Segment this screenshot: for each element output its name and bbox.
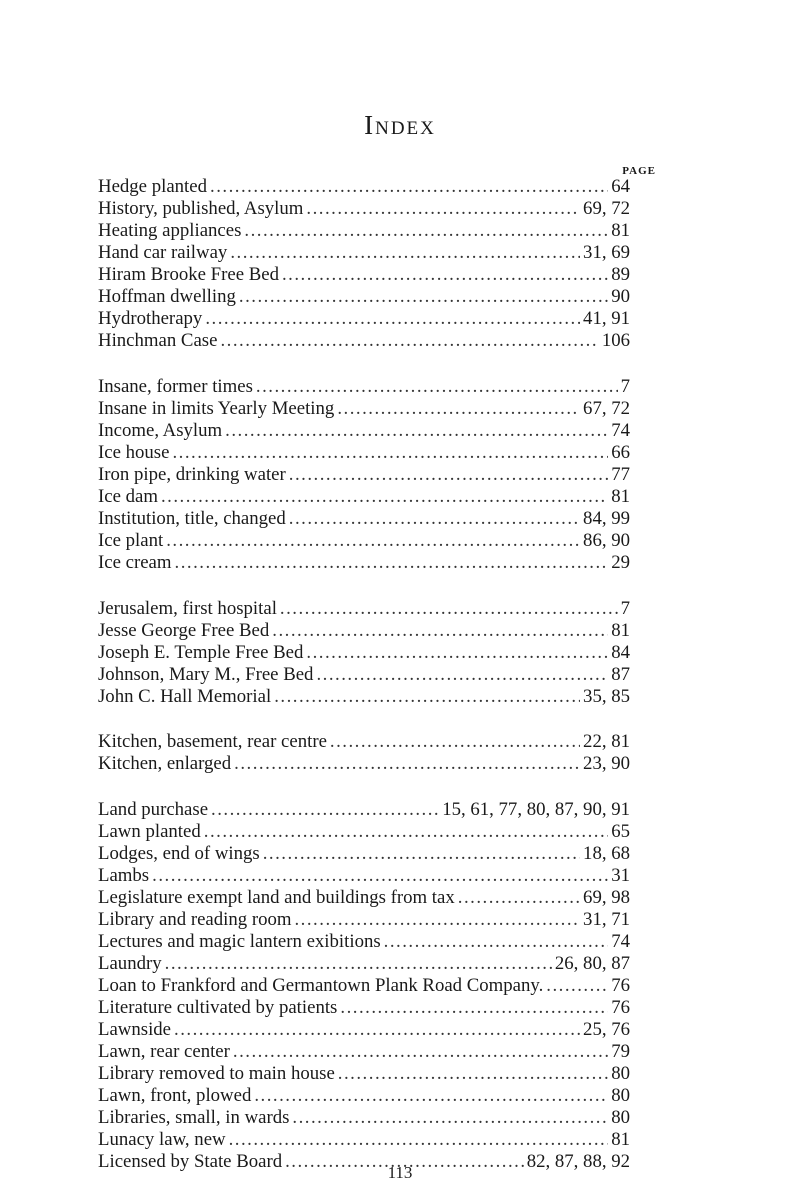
dot-leader xyxy=(458,887,580,909)
entry-pages: 81 xyxy=(611,220,630,242)
dot-leader xyxy=(230,242,580,264)
index-group xyxy=(98,731,630,775)
index-entry xyxy=(98,953,630,975)
dot-leader xyxy=(220,330,598,352)
entry-term: History, published, Asylum xyxy=(98,198,304,220)
entry-pages: 81 xyxy=(611,1129,630,1151)
entry-pages: 25, 76 xyxy=(583,1019,630,1041)
index-entry xyxy=(98,198,630,220)
entry-pages: 26, 80, 87 xyxy=(554,953,630,975)
entry-term: Ice cream xyxy=(98,552,172,574)
dot-leader xyxy=(289,464,608,486)
entry-term: Ice house xyxy=(98,441,170,463)
entry-term: John C. Hall Memorial xyxy=(98,685,272,707)
entry-term: Hiram Brooke Free Bed xyxy=(98,264,279,286)
entry-term: Insane, former times xyxy=(98,375,253,397)
index-entry xyxy=(98,442,630,464)
entry-term: Hydrotherapy xyxy=(98,308,203,330)
entry-pages: 35, 85 xyxy=(583,685,630,707)
entry-pages: 89 xyxy=(611,264,630,286)
entry-term: Lectures and magic lantern exibitions xyxy=(98,930,381,952)
index-entry xyxy=(98,997,630,1019)
entry-term: Johnson, Mary M., Free Bed xyxy=(98,663,314,685)
dot-leader xyxy=(316,664,608,686)
entry-term: Ice plant xyxy=(98,530,164,552)
index-entry xyxy=(98,530,630,552)
dot-leader xyxy=(166,530,580,552)
entry-term: Lodges, end of wings xyxy=(98,842,260,864)
entry-pages: 29 xyxy=(611,552,630,574)
entry-term: Loan to Frankford and Germantown Plank Road Company. xyxy=(98,975,544,997)
entry-pages: 15, 61, 77, 80, 87, 90, 91 xyxy=(442,798,630,820)
index-group xyxy=(98,799,630,1174)
entry-pages: 7 xyxy=(620,375,630,397)
index-group xyxy=(98,598,630,708)
index-entry xyxy=(98,821,630,843)
entry-pages: 84 xyxy=(611,641,630,663)
index-entry xyxy=(98,242,630,264)
dot-leader xyxy=(161,486,608,508)
entry-pages: 80 xyxy=(611,1107,630,1129)
index-entry xyxy=(98,731,630,753)
dot-leader xyxy=(384,931,609,953)
index-entry xyxy=(98,642,630,664)
index-entry xyxy=(98,398,630,420)
entry-term: Library removed to main house xyxy=(98,1063,335,1085)
dot-leader xyxy=(234,753,580,775)
entry-term: Lambs xyxy=(98,864,150,886)
entry-pages: 74 xyxy=(611,419,630,441)
index-entry xyxy=(98,753,630,775)
entry-pages: 87 xyxy=(611,663,630,685)
entry-term: Lawnside xyxy=(98,1019,172,1041)
dot-leader xyxy=(175,552,609,574)
index-entry xyxy=(98,486,630,508)
index-group xyxy=(98,376,630,574)
dot-leader xyxy=(165,953,552,975)
dot-leader xyxy=(272,620,608,642)
entry-pages: 31, 71 xyxy=(583,908,630,930)
entry-pages: 31 xyxy=(611,864,630,886)
index-entry xyxy=(98,598,630,620)
entry-pages: 7 xyxy=(620,597,630,619)
dot-leader xyxy=(254,1085,608,1107)
index-entry xyxy=(98,909,630,931)
entry-term: Jerusalem, first hospital xyxy=(98,597,277,619)
index-entry xyxy=(98,1129,630,1151)
index-entry xyxy=(98,1107,630,1129)
page-column-label: PAGE xyxy=(622,165,656,177)
entry-term: Land purchase xyxy=(98,798,209,820)
entry-pages: 80 xyxy=(611,1085,630,1107)
dot-leader xyxy=(337,398,580,420)
index-entry xyxy=(98,975,630,997)
dot-leader xyxy=(225,420,608,442)
index-entry xyxy=(98,286,630,308)
entry-term: Institution, title, changed xyxy=(98,508,286,530)
entry-term: Iron pipe, drinking water xyxy=(98,463,286,485)
entry-pages: 69, 98 xyxy=(583,886,630,908)
dot-leader xyxy=(292,1107,608,1129)
entry-term: Lunacy law, new xyxy=(98,1129,226,1151)
dot-leader xyxy=(294,909,580,931)
entry-term: Library and reading room xyxy=(98,908,292,930)
index-entry xyxy=(98,931,630,953)
entry-term: Licensed by State Board xyxy=(98,1151,283,1173)
entry-pages: 23, 90 xyxy=(583,753,630,775)
dot-leader xyxy=(274,686,580,708)
index-entry xyxy=(98,420,630,442)
entry-term: Literature cultivated by patients xyxy=(98,997,338,1019)
entry-pages: 64 xyxy=(611,176,630,197)
index-entry xyxy=(98,799,630,821)
entry-pages: 81 xyxy=(611,486,630,507)
dot-leader xyxy=(338,1063,608,1085)
entry-pages: 80 xyxy=(611,1063,630,1085)
index-entry xyxy=(98,664,630,686)
entry-pages: 31, 69 xyxy=(583,242,630,264)
entry-term: Lawn, rear center xyxy=(98,1041,230,1063)
index-entry xyxy=(98,1041,630,1063)
index-entry xyxy=(98,686,630,708)
entry-term: Kitchen, enlarged xyxy=(98,753,232,775)
entry-term: Jesse George Free Bed xyxy=(98,619,270,641)
entry-term: Lawn planted xyxy=(98,820,201,842)
entry-pages: 90 xyxy=(611,286,630,308)
dot-leader xyxy=(174,1019,580,1041)
entry-pages: 22, 81 xyxy=(583,731,630,753)
dot-leader xyxy=(244,220,608,242)
index-entry xyxy=(98,464,630,486)
page-number: 113 xyxy=(387,1163,413,1182)
entry-term: Kitchen, basement, rear centre xyxy=(98,731,327,753)
entry-pages: 106 xyxy=(601,330,630,352)
entry-term: Libraries, small, in wards xyxy=(98,1107,290,1129)
entry-term: Lawn, front, plowed xyxy=(98,1085,252,1107)
dot-leader xyxy=(229,1129,609,1151)
index-entry xyxy=(98,1085,630,1107)
entry-pages: 82, 87, 88, 92 xyxy=(526,1151,630,1173)
entry-term: Income, Asylum xyxy=(98,419,223,441)
dot-leader xyxy=(340,997,608,1019)
entry-pages: 84, 99 xyxy=(583,508,630,530)
entry-pages: 77 xyxy=(611,463,630,485)
index-entry xyxy=(98,330,630,352)
entry-pages: 86, 90 xyxy=(583,530,630,552)
entry-term: Insane in limits Yearly Meeting xyxy=(98,397,335,419)
entry-pages: 76 xyxy=(611,975,630,997)
dot-leader xyxy=(172,442,608,464)
entry-pages: 69, 72 xyxy=(583,198,630,220)
entry-pages: 67, 72 xyxy=(583,397,630,419)
entry-pages: 81 xyxy=(611,619,630,641)
dot-leader xyxy=(210,176,608,198)
entry-term: Ice dam xyxy=(98,486,158,507)
index-entry xyxy=(98,376,630,398)
dot-leader xyxy=(330,731,580,753)
index-group xyxy=(98,176,630,352)
dot-leader xyxy=(546,975,608,997)
index-entry xyxy=(98,1063,630,1085)
entry-pages: 18, 68 xyxy=(583,842,630,864)
dot-leader xyxy=(256,376,618,398)
entry-pages: 76 xyxy=(611,997,630,1019)
entry-pages: 66 xyxy=(611,441,630,463)
index-entry xyxy=(98,1019,630,1041)
index-entries xyxy=(98,176,630,1197)
index-entry xyxy=(98,620,630,642)
dot-leader xyxy=(306,198,580,220)
entry-term: Hinchman Case xyxy=(98,330,218,352)
dot-leader xyxy=(282,264,608,286)
dot-leader xyxy=(239,286,608,308)
index-entry xyxy=(98,308,630,330)
entry-pages: 41, 91 xyxy=(583,308,630,330)
index-entry xyxy=(98,865,630,887)
dot-leader xyxy=(204,821,608,843)
entry-term: Heating appliances xyxy=(98,220,242,242)
entry-term: Joseph E. Temple Free Bed xyxy=(98,641,304,663)
dot-leader xyxy=(280,598,618,620)
entry-pages: 79 xyxy=(611,1041,630,1063)
entry-term: Hoffman dwelling xyxy=(98,286,236,308)
index-entry xyxy=(98,176,630,198)
dot-leader xyxy=(205,308,580,330)
entry-pages: 65 xyxy=(611,820,630,842)
index-entry xyxy=(98,264,630,286)
index-entry xyxy=(98,552,630,574)
index-entry xyxy=(98,843,630,865)
dot-leader xyxy=(211,799,439,821)
dot-leader xyxy=(233,1041,608,1063)
dot-leader xyxy=(152,865,608,887)
index-entry xyxy=(98,220,630,242)
dot-leader xyxy=(263,843,580,865)
page-title: Index xyxy=(364,110,436,140)
entry-term: Laundry xyxy=(98,953,162,975)
dot-leader xyxy=(289,508,580,530)
index-entry xyxy=(98,887,630,909)
index-entry xyxy=(98,508,630,530)
dot-leader xyxy=(306,642,608,664)
entry-pages: 74 xyxy=(611,930,630,952)
entry-term: Legislature exempt land and buildings from tax xyxy=(98,886,455,908)
entry-term: Hedge planted xyxy=(98,176,207,197)
entry-term: Hand car railway xyxy=(98,242,228,264)
